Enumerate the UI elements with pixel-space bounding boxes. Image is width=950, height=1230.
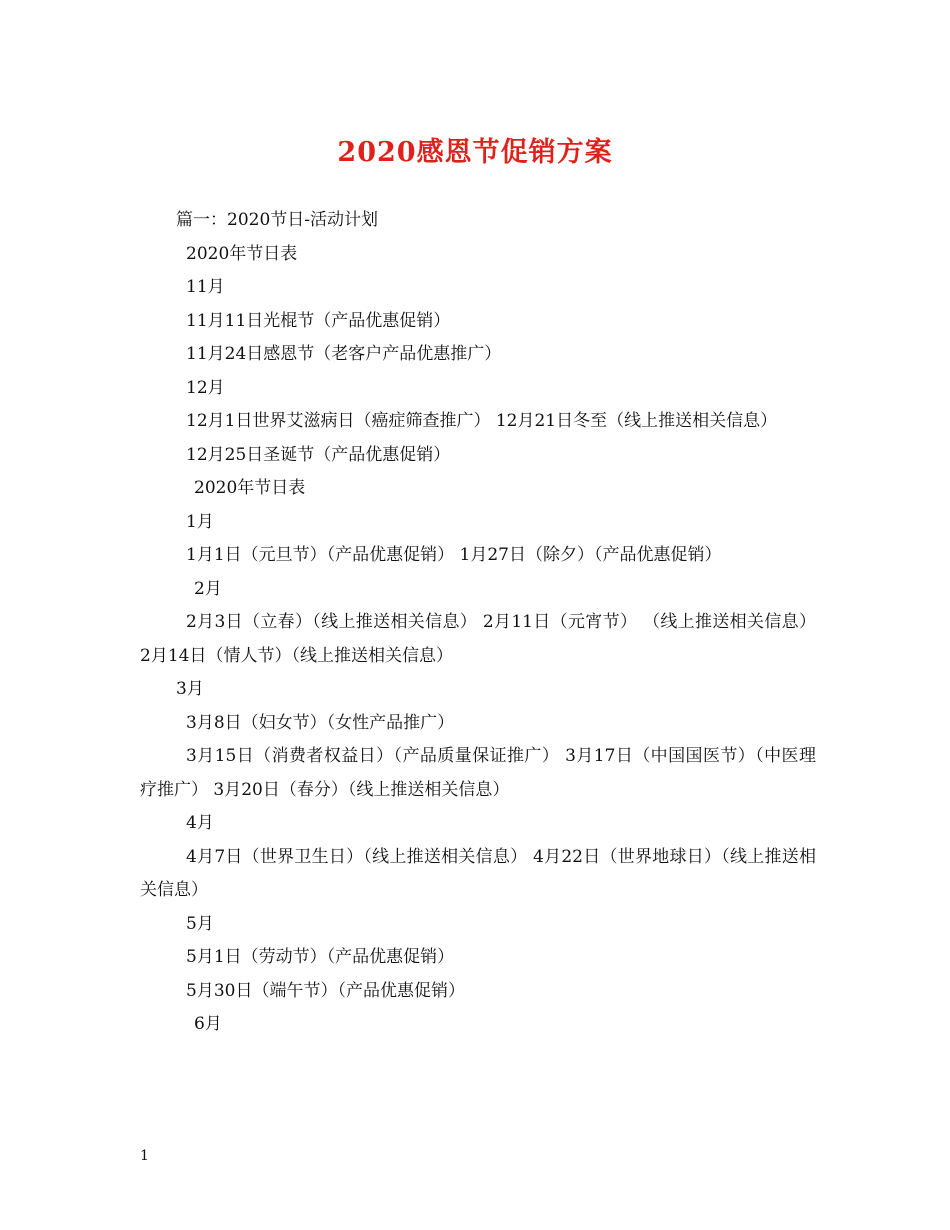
month-label: 4月 [186, 813, 214, 833]
document-body [140, 204, 816, 1042]
document-title: 2020感恩节促销方案 [337, 137, 613, 168]
holiday-entry: 3月8日（妇女节）（女性产品推广） [186, 712, 455, 733]
month-label: 11月 [186, 277, 225, 297]
month-label: 12月 [186, 377, 225, 398]
holiday-entry: 4月7日（世界卫生日）（线上推送相关信息） 4月22日（世界地球日）（线上推送相关信息） [140, 846, 816, 900]
section-heading: 篇一：2020节日-活动计划 [176, 210, 379, 230]
holiday-entry: 3月15日（消费者权益日）（产品质量保证推广） 3月17日（中国国医节）（中医理疗推广） 3月20日（春分）（线上推送相关信息） [140, 746, 816, 800]
month-label: 1月 [186, 511, 214, 532]
month-label: 5月 [186, 913, 214, 934]
schedule-heading: 2020年节日表 [186, 243, 298, 264]
month-label: 6月 [194, 1014, 222, 1034]
holiday-entry: 5月1日（劳动节）（产品优惠促销） [186, 947, 455, 967]
holiday-entry: 1月1日（元旦节）（产品优惠促销） 1月27日（除夕）（产品优惠促销） [186, 545, 722, 565]
holiday-entry: 5月30日（端午节）（产品优惠促销） [186, 980, 465, 1001]
month-label: 2月 [194, 578, 222, 599]
holiday-entry: 11月11日光棍节（产品优惠促销） [186, 310, 451, 331]
holiday-entry: 2月3日（立春）（线上推送相关信息） 2月11日（元宵节） （线上推送相关信息） 2月14日（情人节）（线上推送相关信息） [140, 612, 816, 666]
month-label: 3月 [176, 679, 204, 699]
holiday-entry: 12月1日世界艾滋病日（癌症筛查推广） 12月21日冬至（线上推送相关信息） [186, 411, 778, 431]
holiday-entry: 11月24日感恩节（老客户产品优惠推广） [186, 344, 502, 364]
page-number: 1 [140, 1148, 149, 1164]
holiday-entry: 12月25日圣诞节（产品优惠促销） [186, 444, 451, 465]
schedule-heading: 2020年节日表 [194, 478, 306, 498]
